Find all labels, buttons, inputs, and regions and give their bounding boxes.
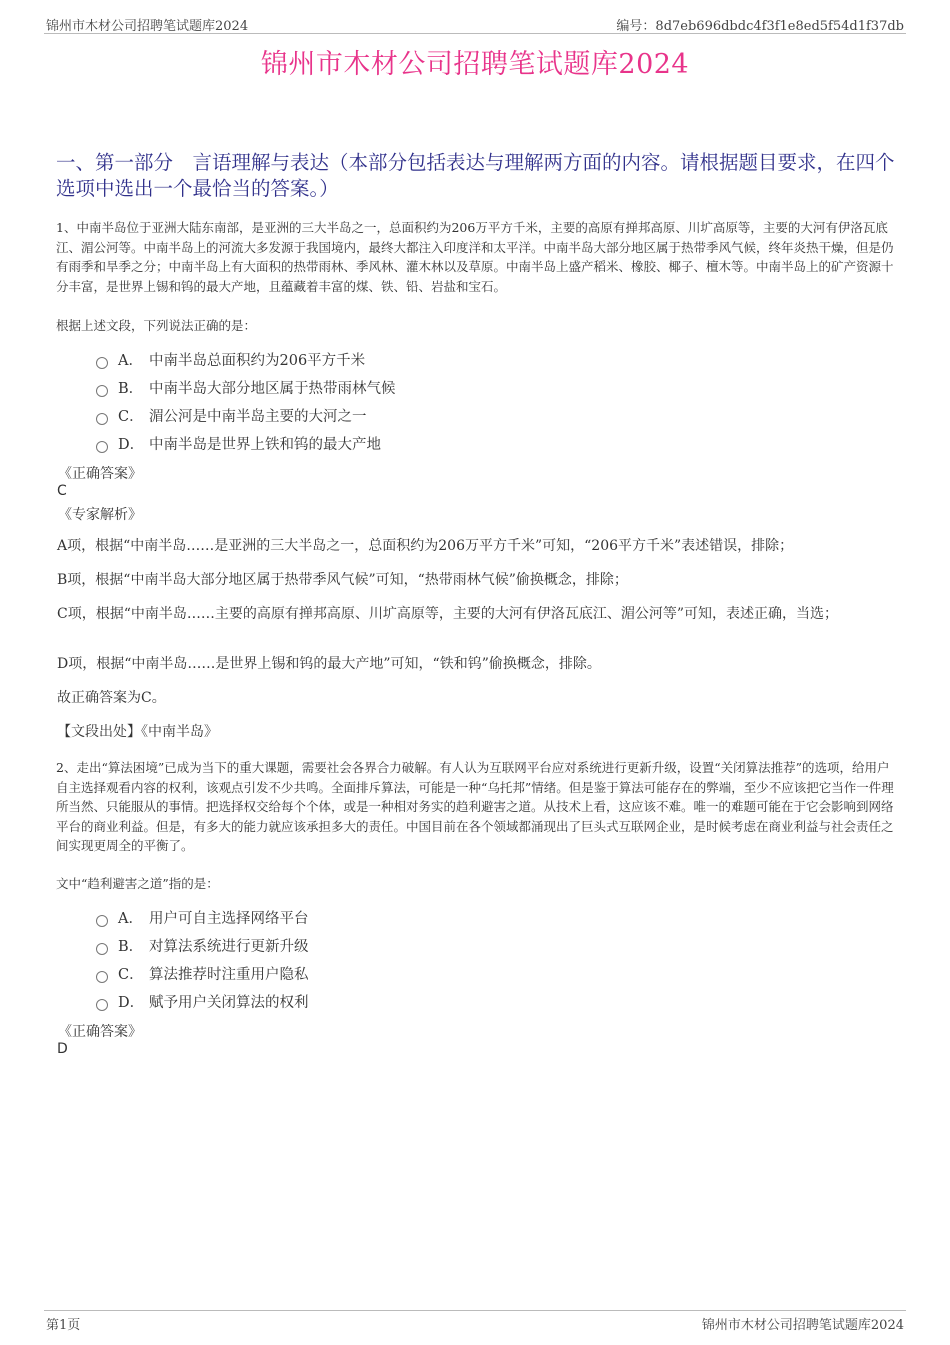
header-divider <box>44 33 906 34</box>
radio-icon[interactable] <box>96 943 108 955</box>
radio-icon[interactable] <box>96 971 108 983</box>
radio-icon[interactable] <box>96 385 108 397</box>
option-text: 算法推荐时注重用户隐私 <box>149 967 309 983</box>
q1-answer: C <box>57 483 67 499</box>
radio-icon[interactable] <box>96 915 108 927</box>
q1-analysis-label: 《专家解析》 <box>58 507 142 523</box>
q2-option-d[interactable] <box>96 991 309 1012</box>
q2-prompt: 文中“趋利避害之道”指的是： <box>56 876 219 891</box>
header-doc-id: 编号：8d7eb696dbdc4f3f1e8ed5f54d1f37db <box>616 19 904 34</box>
radio-icon[interactable] <box>96 413 108 425</box>
option-letter: B． <box>118 381 144 397</box>
option-letter: C． <box>118 409 144 425</box>
radio-icon[interactable] <box>96 441 108 453</box>
q2-option-c[interactable] <box>96 963 309 984</box>
q2-answer: D <box>57 1041 68 1057</box>
option-letter: A． <box>118 353 143 369</box>
page-title: 锦州市木材公司招聘笔试题库2024 <box>260 49 690 80</box>
q1-passage: 1、中南半岛位于亚洲大陆东南部，是亚洲的三大半岛之一，总面积约为206万平方千米，主要的高原有掸邦高原、川圹高原等，主要的大河有伊洛瓦底江、湄公河等。中南半岛上的河流大多发源于我国境内，最终大都注入印度洋和太平洋。中南半岛大部分地区属于热带季风气候，终年炎热干燥，但是仍有雨季和旱季之分；中南半岛上有大面积的热带雨林、季风林、灌木林以及草原。中南半岛上盛产稻米、橡胶、椰子、檀木等。中南半岛上的矿产资源十分丰富，是世界上锡和钨的最大产地，且蕴藏着丰富的煤、铁、铅、岩盐和宝石。 <box>56 220 894 294</box>
q2-option-a[interactable] <box>96 907 309 928</box>
option-text: 中南半岛是世界上铁和钨的最大产地 <box>149 437 381 453</box>
option-text: 赋予用户关闭算法的权利 <box>149 995 309 1011</box>
header-doc-title: 锦州市木材公司招聘笔试题库2024 <box>46 19 249 34</box>
q1-option-c[interactable] <box>96 405 367 426</box>
q2-answer-label: 《正确答案》 <box>58 1024 142 1040</box>
section-heading: 一、第一部分 言语理解与表达（本部分包括表达与理解两方面的内容。请根据题目要求，在四个选项中选出一个最恰当的答案。） <box>56 151 895 200</box>
q1-explanation-a: A项，根据“中南半岛……是亚洲的三大半岛之一，总面积约为206万平方千米”可知，“206平方千米”表述错误，排除； <box>57 538 794 554</box>
page-number: 第1页 <box>46 1318 81 1333</box>
option-text: 用户可自主选择网络平台 <box>149 911 309 927</box>
option-letter: A． <box>118 911 143 927</box>
option-letter: C． <box>118 967 144 983</box>
option-text: 湄公河是中南半岛主要的大河之一 <box>149 409 367 425</box>
option-text: 对算法系统进行更新升级 <box>149 939 309 955</box>
q1-explanation-b: B项，根据“中南半岛大部分地区属于热带季风气候”可知，“热带雨林气候”偷换概念，排除； <box>57 572 628 588</box>
q1-option-d[interactable] <box>96 433 381 454</box>
q1-conclusion: 故正确答案为C。 <box>57 690 166 706</box>
q1-option-b[interactable] <box>96 377 396 398</box>
q1-answer-label: 《正确答案》 <box>58 466 142 482</box>
radio-icon[interactable] <box>96 357 108 369</box>
option-letter: D． <box>118 995 145 1011</box>
footer-divider <box>44 1310 906 1311</box>
q1-option-a[interactable] <box>96 349 365 370</box>
option-text: 中南半岛总面积约为206平方千米 <box>149 353 366 369</box>
radio-icon[interactable] <box>96 999 108 1011</box>
option-letter: D． <box>118 437 145 453</box>
q1-explanation-d: D项，根据“中南半岛……是世界上锡和钨的最大产地”可知，“铁和钨”偷换概念，排除。 <box>57 656 601 672</box>
q1-source: 【文段出处】《中南半岛》 <box>57 724 218 740</box>
q2-passage: 2、走出“算法困境”已成为当下的重大课题，需要社会各界合力破解。有人认为互联网平台应对系统进行更新升级，设置“关闭算法推荐”的选项，给用户自主选择观看内容的权利，该观点引发不少共鸣。全面排斥算法，可能是一种“乌托邦”情绪。但是鉴于算法可能存在的弊端，至少不应该把它当作一件理所当然、只能服从的事情。把选择权交给每个个体，或是一种相对务实的趋利避害之道。从技术上看，这应该不难。唯一的难题可能在于它会影响到网络平台的商业利益。但是，有多大的能力就应该承担多大的责任。中国目前在各个领域都涌现出了巨头式互联网企业，是时候考虑在商业利益与社会责任之间实现更周全的平衡了。 <box>56 760 894 853</box>
option-letter: B． <box>118 939 144 955</box>
option-text: 中南半岛大部分地区属于热带雨林气候 <box>149 381 396 397</box>
q1-explanation-c: C项，根据“中南半岛……主要的高原有掸邦高原、川圹高原等，主要的大河有伊洛瓦底江、湄公河等”可知，表述正确，当选； <box>57 606 839 622</box>
footer-doc-title: 锦州市木材公司招聘笔试题库2024 <box>701 1318 904 1333</box>
q1-prompt: 根据上述文段，下列说法正确的是： <box>56 318 257 333</box>
q2-option-b[interactable] <box>96 935 309 956</box>
